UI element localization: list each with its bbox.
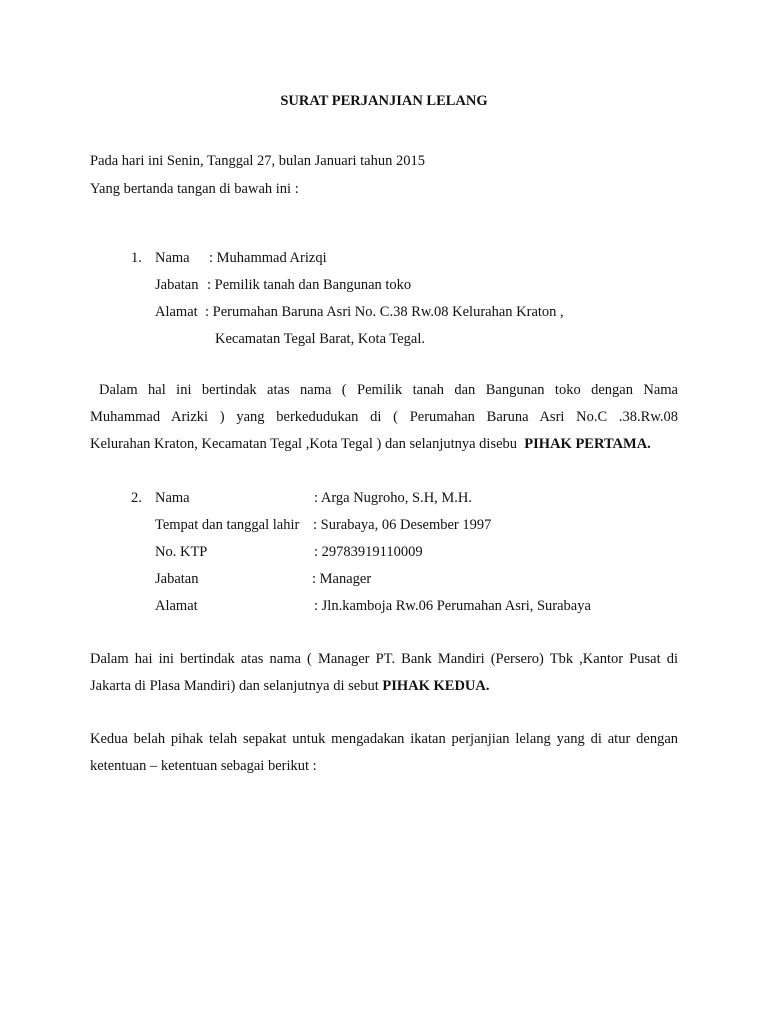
party2-ttl-value: : Surabaya, 06 Desember 1997 — [313, 517, 492, 533]
document-title: SURAT PERJANJIAN LELANG — [280, 93, 488, 109]
para1-line-3 — [90, 431, 678, 458]
party1-number: 1. — [131, 250, 142, 266]
party1-jabatan-label: Jabatan — [155, 277, 199, 293]
para3-line-1: Kedua belah pihak telah sepakat untuk mengadakan ikatan perjanjian lelang yang di atur dengan — [90, 731, 678, 747]
para1-line-2: Muhammad Arizki ) yang berkedudukan di ( Perumahan Baruna Asri No.C .38.Rw.08 — [90, 409, 678, 425]
para3-line-2: ketentuan – ketentuan sebagai berikut : — [90, 758, 317, 774]
party1-jabatan-value: : Pemilik tanah dan Bangunan toko — [207, 277, 412, 293]
para1-line-3-text: Kelurahan Kraton, Kecamatan Tegal ,Kota Tegal ) dan selanjutnya disebu — [90, 436, 518, 452]
para2-line-1: Dalam hai ini bertindak atas nama ( Manager PT. Bank Mandiri (Persero) Tbk ,Kantor Pusat di — [90, 651, 678, 667]
paragraph-kesepakatan — [90, 726, 678, 780]
party2-ttl-label: Tempat dan tanggal lahir — [155, 517, 300, 533]
party2-ktp-value: : 29783919110009 — [314, 544, 423, 560]
party1-alamat-label: Alamat — [155, 304, 198, 320]
party2-jabatan-label: Jabatan — [155, 571, 199, 587]
party2-ktp-label: No. KTP — [155, 544, 208, 560]
paragraph-pihak-pertama — [90, 377, 678, 458]
party2-number: 2. — [131, 490, 142, 506]
pihak-kedua-label: PIHAK KEDUA. — [382, 678, 490, 694]
party2-jabatan-value: : Manager — [312, 571, 372, 587]
para1-line-1: Dalam hal ini bertindak atas nama ( Pemilik tanah dan Bangunan toko dengan Nama — [99, 382, 678, 398]
party2-alamat-value: : Jln.kamboja Rw.06 Perumahan Asri, Surabaya — [314, 598, 591, 614]
party2-nama-value: : Arga Nugroho, S.H, M.H. — [314, 490, 473, 506]
pihak-pertama-label: PIHAK PERTAMA. — [524, 436, 651, 452]
intro-line-date: Pada hari ini Senin, Tanggal 27, bulan Januari tahun 2015 — [90, 153, 425, 169]
party2-nama-label: Nama — [155, 490, 190, 506]
party2-alamat-label: Alamat — [155, 598, 198, 614]
party1-alamat-value-1: : Perumahan Baruna Asri No. C.38 Rw.08 Kelurahan Kraton , — [205, 304, 564, 320]
intro-line-signatories: Yang bertanda tangan di bawah ini : — [90, 181, 299, 197]
para2-line-2-text: Jakarta di Plasa Mandiri) dan selanjutnya di sebut — [90, 678, 379, 694]
party1-alamat-value-2: Kecamatan Tegal Barat, Kota Tegal. — [215, 331, 426, 347]
paragraph-pihak-kedua — [90, 646, 678, 700]
party1-nama-value: : Muhammad Arizqi — [209, 250, 327, 266]
party1-nama-label: Nama — [155, 250, 190, 266]
para2-line-2 — [90, 673, 678, 700]
